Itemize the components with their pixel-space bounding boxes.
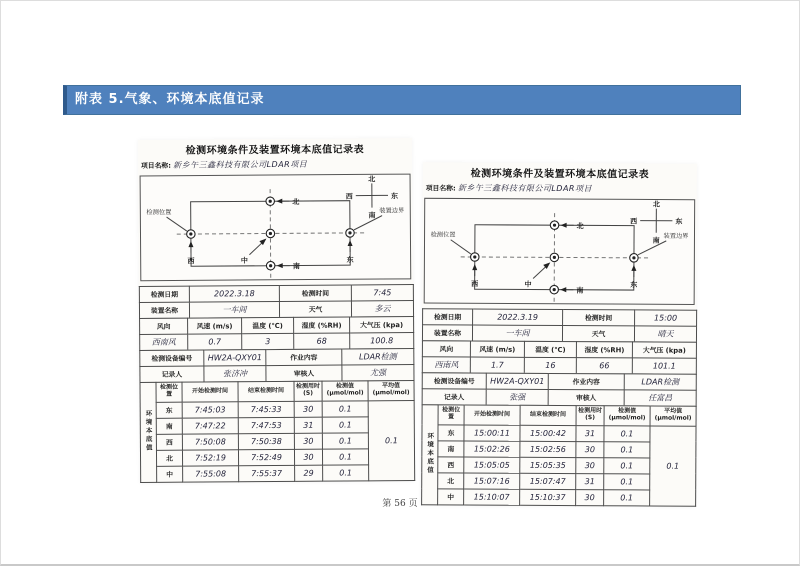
weather-label: 天气	[279, 301, 351, 318]
date-device-table	[422, 308, 697, 342]
average-cell: 0.1	[368, 400, 415, 480]
start-cell: 15:10:07	[464, 489, 520, 505]
svg-text:南: 南	[368, 210, 376, 220]
duration-cell: 29	[295, 465, 323, 481]
svg-text:检测位置: 检测位置	[146, 209, 172, 217]
pressure-label: 大气压 (kpa)	[632, 342, 696, 358]
record-form-right	[421, 162, 697, 506]
reviewer-value: 任富昌	[624, 390, 696, 406]
svg-text:南: 南	[292, 261, 300, 271]
time-label: 检测时间	[279, 285, 351, 302]
svg-text:检测位置: 检测位置	[430, 231, 456, 239]
svg-text:东: 东	[675, 216, 683, 226]
col-position: 检测位置	[438, 405, 464, 425]
equip-label: 检测设备编号	[140, 350, 204, 366]
start-cell: 7:52:19	[182, 450, 238, 466]
col-value: 检测值 (μmol/mol)	[322, 381, 368, 401]
svg-text:东: 东	[630, 280, 638, 290]
work-value: LDAR检测	[624, 374, 696, 390]
duration-cell: 31	[576, 473, 604, 489]
position-cell: 中	[438, 489, 464, 505]
date-value: 2022.3.19	[473, 309, 563, 325]
device-label: 装置名称	[139, 302, 189, 318]
baseline-side-label: 环境本底值	[140, 382, 157, 482]
duration-cell: 30	[576, 457, 604, 473]
recorder-value: 张济冲	[204, 365, 266, 381]
start-cell: 7:47:22	[182, 418, 238, 434]
svg-text:中: 中	[240, 255, 248, 265]
col-average: 平均值 (μmol/mol)	[650, 406, 696, 426]
pressure-value: 101.1	[632, 358, 696, 374]
end-cell: 15:00:42	[520, 425, 576, 441]
humidity-label: 湿度 (%RH)	[576, 341, 632, 357]
col-end-time: 结束检测时间	[238, 381, 294, 401]
svg-text:装置边界: 装置边界	[379, 207, 405, 215]
start-cell: 7:45:03	[182, 402, 238, 418]
value-cell: 0.1	[604, 442, 650, 458]
col-position: 检测位置	[156, 382, 182, 402]
recorder-value: 张强	[486, 389, 548, 405]
wind-speed-value: 1.7	[470, 357, 524, 373]
value-cell: 0.1	[604, 474, 650, 490]
end-cell: 15:02:56	[520, 441, 576, 457]
date-label: 检测日期	[423, 309, 473, 325]
value-cell: 0.1	[322, 401, 368, 417]
position-cell: 北	[438, 473, 464, 489]
wind-dir-value: 西南风	[140, 334, 188, 350]
svg-text:西: 西	[345, 191, 353, 201]
weather-label: 天气	[562, 325, 634, 341]
wind-speed-label: 风速 (m/s)	[188, 318, 242, 334]
value-cell: 0.1	[322, 417, 368, 433]
start-cell: 15:05:05	[464, 457, 520, 473]
col-value: 检测值 (μmol/mol)	[604, 406, 650, 426]
svg-text:北: 北	[576, 221, 584, 231]
personnel-table	[422, 372, 697, 406]
position-cell: 北	[156, 450, 182, 466]
pressure-value: 100.8	[350, 332, 414, 348]
reviewer-label: 审核人	[548, 389, 624, 405]
value-cell: 0.1	[604, 490, 650, 506]
wind-dir-value: 西南风	[422, 357, 470, 373]
wind-dir-label: 风向	[140, 318, 188, 334]
meteo-table	[422, 340, 697, 374]
end-cell: 15:05:35	[520, 457, 576, 473]
col-start-time: 开始检测时间	[182, 382, 238, 402]
weather-value: 晴天	[634, 326, 696, 342]
duration-cell: 30	[576, 489, 604, 505]
device-value: 一车间	[472, 325, 562, 341]
baseline-side-label: 环境本底值	[422, 405, 439, 505]
humidity-label: 湿度 (%RH)	[294, 317, 350, 333]
svg-text:东: 东	[391, 191, 399, 201]
col-duration: 检测用时 (S)	[576, 405, 604, 425]
section-heading-banner	[63, 85, 741, 115]
duration-cell: 30	[294, 449, 322, 465]
svg-text:中: 中	[524, 279, 532, 289]
duration-cell: 31	[294, 417, 322, 433]
time-value: 15:00	[635, 310, 697, 326]
value-cell: 0.1	[604, 426, 650, 442]
svg-text:西: 西	[471, 279, 479, 289]
col-average: 平均值 (μmol/mol)	[368, 380, 414, 400]
value-cell: 0.1	[322, 433, 368, 449]
work-label: 作业内容	[266, 349, 342, 366]
humidity-value: 66	[576, 357, 632, 373]
baseline-table	[139, 380, 415, 483]
start-cell: 7:50:08	[182, 434, 238, 450]
form-title: 检测环境条件及装置环境本底值记录表	[185, 144, 365, 157]
form-title: 检测环境条件及装置环境本底值记录表	[470, 168, 650, 181]
col-end-time: 结束检测时间	[520, 405, 576, 425]
svg-text:北: 北	[368, 174, 376, 184]
personnel-table	[139, 348, 414, 383]
position-cell: 中	[157, 466, 183, 482]
duration-cell: 30	[294, 433, 322, 449]
wind-speed-value: 0.7	[188, 334, 242, 350]
temp-value: 3	[242, 333, 294, 349]
end-cell: 7:45:33	[238, 401, 294, 417]
temp-label: 温度 (℃)	[242, 317, 294, 333]
svg-text:西: 西	[630, 216, 638, 226]
value-cell: 0.1	[604, 458, 650, 474]
end-cell: 7:55:37	[239, 465, 295, 481]
position-cell: 南	[438, 441, 464, 457]
end-cell: 7:52:49	[238, 449, 294, 465]
start-cell: 15:00:11	[464, 425, 520, 441]
temp-label: 温度 (℃)	[524, 341, 576, 357]
position-cell: 东	[438, 425, 464, 441]
record-form-left	[138, 138, 414, 483]
reviewer-label: 审核人	[266, 365, 342, 382]
end-cell: 15:10:37	[520, 489, 576, 505]
svg-text:南: 南	[652, 235, 660, 245]
start-cell: 15:07:16	[464, 473, 520, 489]
equip-label: 检测设备编号	[422, 373, 486, 389]
recorder-label: 记录人	[422, 389, 486, 405]
reviewer-value: 尤强	[342, 364, 414, 381]
value-cell: 0.1	[322, 449, 368, 465]
end-cell: 7:47:53	[238, 417, 294, 433]
baseline-row	[140, 400, 414, 418]
device-value: 一车间	[189, 301, 279, 318]
position-cell: 南	[156, 418, 182, 434]
temp-value: 16	[524, 357, 576, 373]
project-label: 项目名称:	[140, 161, 171, 170]
equip-value: HW2A-QXY01	[204, 349, 266, 365]
work-value: LDAR检测	[342, 348, 414, 365]
project-label: 项目名称:	[425, 184, 456, 193]
end-cell: 7:50:38	[238, 433, 294, 449]
work-label: 作业内容	[548, 373, 624, 389]
svg-text:南: 南	[576, 285, 584, 295]
duration-cell: 30	[576, 441, 604, 457]
time-value: 7:45	[351, 284, 413, 300]
average-cell: 0.1	[650, 426, 696, 506]
pressure-label: 大气压 (kpa)	[350, 316, 414, 332]
meteo-table	[139, 316, 414, 351]
section-heading-text: 附表 5.气象、环境本底值记录	[75, 92, 265, 107]
position-cell: 西	[438, 457, 464, 473]
project-name-row	[141, 158, 412, 171]
start-cell: 15:02:26	[464, 441, 520, 457]
date-value: 2022.3.18	[189, 285, 279, 302]
svg-text:北: 北	[652, 199, 660, 209]
site-layout-diagram	[138, 172, 413, 283]
time-label: 检测时间	[563, 309, 635, 325]
svg-text:东: 东	[346, 255, 354, 265]
baseline-row	[422, 425, 696, 442]
svg-text:北: 北	[292, 197, 300, 207]
col-duration: 检测用时 (S)	[294, 381, 322, 401]
svg-text:西: 西	[187, 256, 195, 266]
wind-dir-label: 风向	[422, 341, 470, 357]
position-cell: 东	[156, 402, 182, 418]
page-number: 第 56 页	[382, 499, 418, 509]
date-label: 检测日期	[139, 286, 189, 302]
recorder-label: 记录人	[140, 366, 204, 382]
project-value-handwritten: 新乡午三鑫科技有限公司LDAR项目	[457, 183, 593, 194]
date-device-table	[139, 284, 414, 319]
baseline-table	[421, 404, 697, 506]
device-label: 装置名称	[422, 325, 472, 341]
col-start-time: 开始检测时间	[464, 405, 520, 425]
value-cell: 0.1	[323, 465, 369, 481]
wind-speed-label: 风速 (m/s)	[470, 341, 524, 357]
duration-cell: 31	[576, 425, 604, 441]
position-cell: 西	[156, 434, 182, 450]
project-value-handwritten: 新乡午三鑫科技有限公司LDAR项目	[173, 159, 308, 170]
project-name-row	[426, 182, 697, 194]
end-cell: 15:07:47	[520, 473, 576, 489]
site-layout-diagram	[422, 196, 697, 306]
duration-cell: 30	[294, 401, 322, 417]
start-cell: 7:55:08	[183, 466, 239, 482]
humidity-value: 68	[294, 333, 350, 349]
weather-value: 多云	[351, 300, 413, 316]
equip-value: HW2A-QXY01	[486, 373, 548, 389]
svg-text:装置边界: 装置边界	[663, 232, 689, 240]
